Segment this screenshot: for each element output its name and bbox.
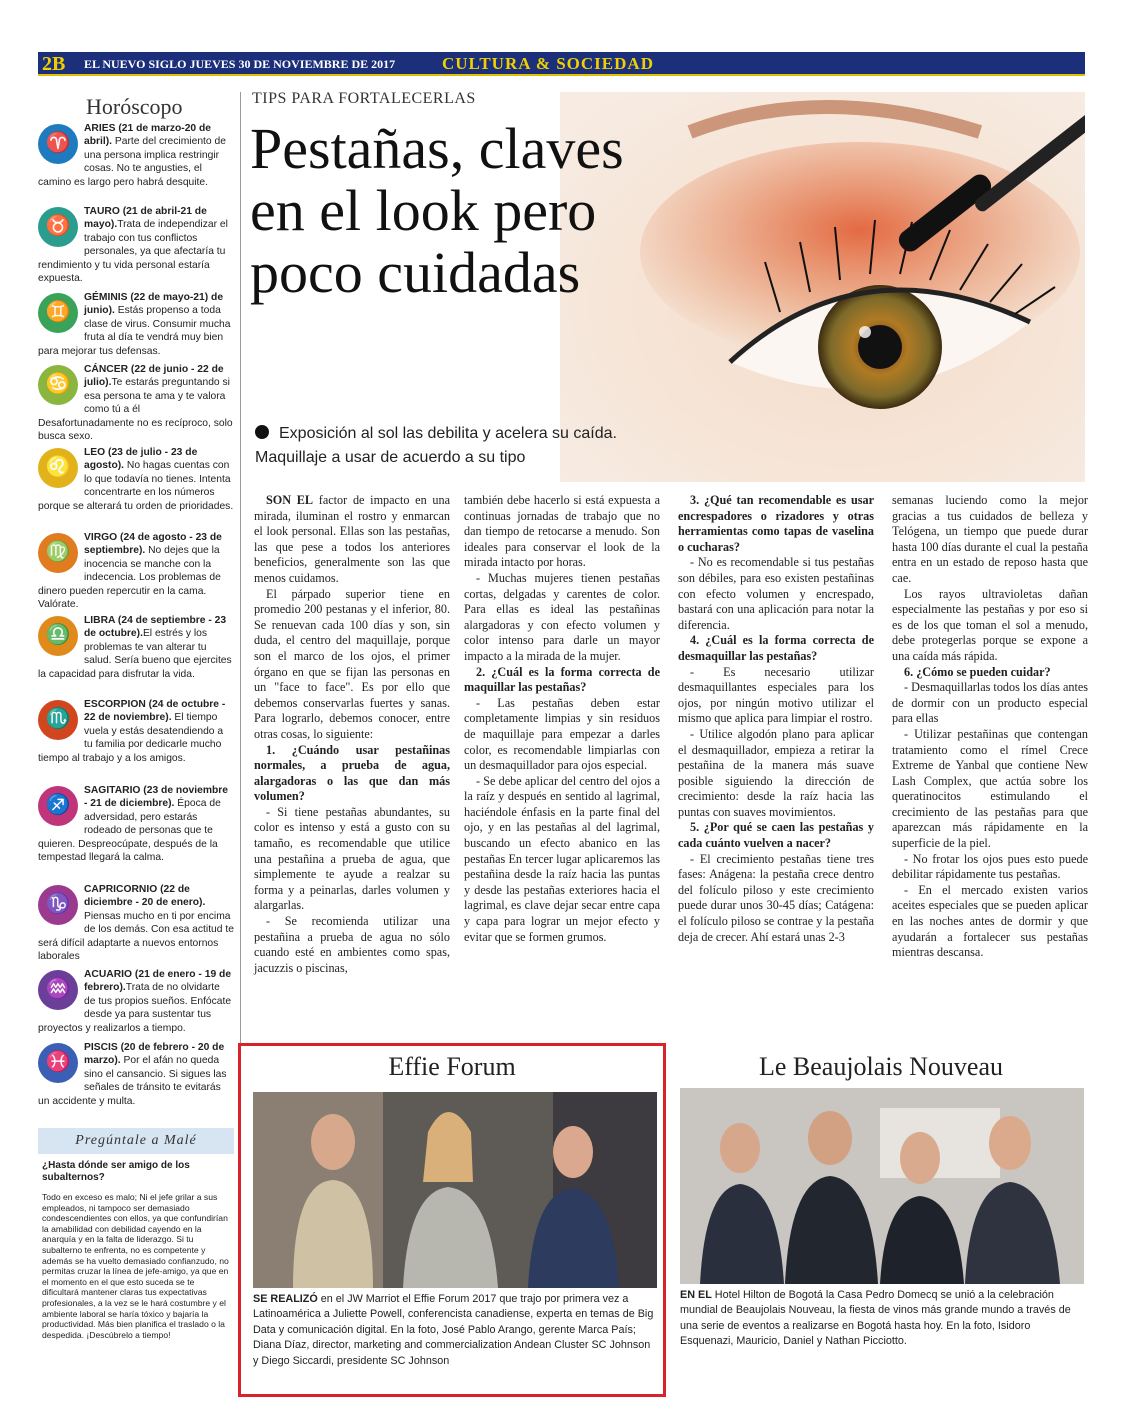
horoscope-sign [38, 1041, 234, 1108]
horoscope-sign [38, 122, 234, 189]
cancer-icon: ♋ [38, 365, 78, 405]
article-paragraph: - No frotar los ojos pues esto puede debilitar rápidamente tus pestañas. [892, 851, 1088, 882]
pisces-icon: ♓ [38, 1043, 78, 1083]
article-paragraph: - En el mercado existen varios aceites especiales que se pueden aplicar en las noches antes de dormir y que ayudarán a fortalecer sus pestañas mientras descansa. [892, 882, 1088, 960]
article-subheading: 3. ¿Qué tan recomendable es usar encrespadores o rizadores y otras herramientas como tapas de vaselina o cucharas? [678, 493, 874, 554]
effie-forum-title: Effie Forum [388, 1052, 516, 1081]
article-subheading: 1. ¿Cuándo usar pestañinas normales, a prueba de agua, alargadoras o las que dan más volumen? [254, 742, 450, 804]
sign-name: PISCIS (20 de febrero - 20 de marzo). [84, 1042, 225, 1067]
horoscope-sign [38, 531, 234, 611]
leo-icon: ♌ [38, 448, 78, 488]
virgo-icon: ♍ [38, 533, 78, 573]
article-paragraph: - Si tiene pestañas abundantes, su color es intenso y está a gusto con su tamaño, es recomendable que utilice una pestañina a prueba de agua, que simplemente te ayude a realzar su forma y a peinarlas, darles volumen y alargarlas. [254, 804, 450, 913]
article-deck [255, 422, 695, 470]
capricorn-icon: ♑ [38, 885, 78, 925]
article-paragraph: - Se debe aplicar del centro del ojos a la raíz y después en sentido al lagrimal, haciéndole énfasis en la parte final del ojo, y en las pestañas al del lagrimal, buscando un efecto abanico en las pestañas En tercer lugar aplicaremos las pestañina desde la raíz hacia las puntas y desde las pestañas exteriores hacia el lagrimal, es clave dejar secar entre capa y capa para lograr un mejor efecto y evitar que se formen grumos. [464, 773, 660, 944]
effie-caption-lead: SE REALIZÓ [253, 1293, 318, 1305]
ask-question: ¿Hasta dónde ser amigo de los subalternos? [42, 1160, 190, 1183]
horoscope-sign [38, 363, 234, 443]
article-lead-text: factor de impacto en una mirada, iluminan el rostro y enmarcan el look personal. Ellas son las pestañas, las que pese a todos los anteriores beneficios, generalmente son las que menos cuidamos. [254, 493, 450, 585]
libra-icon: ♎ [38, 616, 78, 656]
article-headline: Pestañas, claves en el look pero poco cuidadas [250, 116, 624, 306]
sign-text: Parte del crecimiento de una persona implica restringir cosas. No te angusties, el camino es largo pero habrá desquite. [38, 136, 226, 188]
horoscope-sign [38, 698, 234, 765]
horoscope-sign [38, 614, 234, 681]
horoscope-sign [38, 883, 234, 963]
sign-text: Por el afán no queda sino el cansancio. Si sigues las señales de tránsito te evitarás un accidente y multa. [38, 1055, 227, 1107]
beaujolais-photo [680, 1088, 1084, 1284]
horoscope-sign [38, 446, 234, 513]
page-number: 2B [42, 53, 66, 75]
sign-name: LIBRA (24 de septiembre - 23 de octubre). [84, 615, 227, 640]
sagittarius-icon: ♐ [38, 786, 78, 826]
sign-name: TAURO (21 de abril-21 de mayo). [84, 206, 207, 231]
page-header [38, 52, 1085, 76]
column-divider [240, 92, 241, 1142]
article-paragraph: semanas luciendo como la mejor gracias a tus cuidados de belleza y Telógena, un tiempo que puede durar hasta 100 días durante el cual la pestaña entra en un estado de reposo hasta que cae. [892, 493, 1088, 585]
article-paragraph: El párpado superior tiene en promedio 200 pestanas y el inferior, 80. Se renuevan cada 100 días y son, sin duda, el centro del maquillaje, porque son el marco de los ojos, el primer órgano en que se fijan las personas en un "face to face". Es por ello que debemos conservarlas fuertes y sanas. Para lograrlo, debemos conocer, entre otras cosas, lo siguiente: [254, 586, 450, 741]
sign-text: No hagas cuentas con lo que todavía no tienes. Intenta concentrarte en los números porque se alterará tu orden de prioridades. [38, 460, 234, 512]
beaujolais-title: Le Beaujolais Nouveau [758, 1052, 1004, 1081]
sign-text: Estás propenso a toda clase de virus. Consumir mucha fruta al día te vendrá muy bien para mejorar tus defensas. [38, 305, 231, 357]
scorpio-icon: ♏ [38, 700, 78, 740]
ask-male-title: Pregúntale a Malé [38, 1128, 234, 1154]
sign-name: ARIES (21 de marzo-20 de abril). [84, 123, 212, 148]
article-paragraph: - Se recomienda utilizar una pestañina a prueba de agua no sólo cuando esté en ambientes como spas, jacuzzis o piscinas, [254, 914, 450, 975]
section-title: CULTURA & SOCIEDAD [442, 54, 654, 73]
article-column-2 [464, 493, 660, 945]
effie-forum-photo [253, 1092, 657, 1288]
taurus-icon: ♉ [38, 207, 78, 247]
article-paragraph: - No es recomendable si tus pestañas son débiles, para eso existen pestañinas con efecto volumen y encrespado, bastará con una aplicación para notar la diferencia. [678, 555, 874, 632]
article-subheading: 5. ¿Por qué se caen las pestañas y cada cuánto vuelven a nacer? [678, 820, 874, 851]
sign-text: El tiempo vuela y estás desatendiendo a tu familia por dedicarle mucho tiempo al trabajo y a los amigos. [38, 712, 224, 764]
beaujolais-caption-lead: EN EL [680, 1289, 712, 1301]
horoscope-sign [38, 784, 234, 864]
article-paragraph: - Desmaquillarlas todos los días antes de dormir con un producto especial para ellas [892, 680, 1088, 726]
article-paragraph: - El crecimiento pestañas tiene tres fases: Anágena: la pestaña crece dentro del folículo piloso y este crecimiento puede durar unos 30-45 días; Catágena: el folículo piloso se contrae y la pestaña deja de crecer. Ahí estará unas 2-3 [678, 851, 874, 944]
ask-male-box [42, 1160, 232, 1340]
horoscope-sign [38, 291, 234, 358]
effie-forum-caption [253, 1292, 657, 1369]
article-lead: SON EL [266, 493, 314, 507]
sign-text: Piensas mucho en ti por encima de los demás. Con esa actitud te será difícil adaptarte a nuevos entornos laborales [38, 910, 234, 963]
article-paragraph: - Muchas mujeres tienen pestañas cortas, delgadas y carentes de color. Para ellas es ideal las pestañinas alargadoras y con efecto volumen y color intenso para darle un mayor impacto a la mirada de la mujer. [464, 570, 660, 663]
article-column-3 [678, 493, 874, 945]
aquarius-icon: ♒ [38, 970, 78, 1010]
article-kicker: TIPS PARA FORTALECERLAS [252, 90, 476, 107]
article-subheading: 6. ¿Cómo se pueden cuidar? [904, 664, 1051, 679]
article-paragraph: también debe hacerlo si está expuesta a continuas jornadas de trabajo que no dan tiempo de retocarse a menudo. Son ideales para conservar el look de la mirada intacto por horas. [464, 493, 660, 570]
beaujolais-box [676, 1046, 1086, 1396]
sign-name: CAPRICORNIO (22 de diciembre - 20 de enero). [84, 884, 206, 909]
beaujolais-caption [680, 1288, 1084, 1350]
article-paragraph: - Utilizar pestañinas que contengan tratamiento como el rímel Crece Extreme de Yanbal que contiene New Lash Complex, que actúa sobre los queratinocitos estimulando el crecimiento de las pestañas para que aparezcan más rápidamente en la superficie de la piel. [892, 726, 1088, 851]
horoscope-sign [38, 205, 234, 285]
beaujolais-caption-text: Hotel Hilton de Bogotá la Casa Pedro Domecq se unió a la celebración mundial de Beaujolais Nouveau, la fiesta de vinos más grande mundo a través de una serie de eventos a realizarse en Bogotá hasta hoy. En la foto, Isidoro Esquenazi, Mauricio, Daniel y Nathan Picciotto. [680, 1289, 1071, 1348]
aries-icon: ♈ [38, 124, 78, 164]
ask-answer: Todo en exceso es malo; Ni el jefe grilar a sus empleados, ni tampoco ser demasiado condescendientes con ellos, ya que confundirían la amabilidad con debilidad cayendo en la anarquía y en la falta de liderazgo. Si tu subalterno te enfrenta, no es competente y además se ha vuelto demasiado confianzudo, no permitas cruzar la línea de jefe-amigo, ya que en el momento en el que esto suceda se te dificultará mantener claras tus expectativas profesionales, a la vez se le hará costumbre y el ambiente laboral se haría tóxico y bajaría la productividad. Más bien planifica el traslado o la despedida. ¡Descúbrelo a tiempo! [42, 1192, 229, 1340]
newspaper-date: EL NUEVO SIGLO JUEVES 30 DE NOVIEMBRE DE 2017 [84, 57, 396, 71]
effie-caption-text: en el JW Marriot el Effie Forum 2017 que trajo por primera vez a Latinoamérica a Juliette Powell, conferencista canadiense, experta en temas de Big Data y comunicación digital. En la foto, José Pablo Arango, gerente Marca País; Diana Díaz, director, marketing and commercialization Andean Cluster SC Johnson y Diego Siccardi, presidente SC Johnson [253, 1293, 654, 1367]
sign-name: ESCORPION (24 de octubre - 22 de noviembre). [84, 699, 226, 724]
sign-name: ACUARIO (21 de enero - 19 de febrero). [84, 969, 232, 994]
article-paragraph: - Utilice algodón plano para aplicar el desmaquillador, empieza a retirar la pestañina de la manera más suave posible siguiendo la dirección de crecimiento: desde la raíz hacia las puntas con suaves movimientos. [678, 726, 874, 819]
deck-line-2: Maquillaje a usar de acuerdo a su tipo [255, 449, 526, 466]
sign-name: LEO (23 de julio - 23 de agosto). [84, 447, 198, 472]
article-subheading: 2. ¿Cuál es la forma correcta de maquillar las pestañas? [464, 664, 660, 695]
sign-text: Época de adversidad, pero estarás rodeado de personas que te quieren. Despreocúpate, después de la tempestad llegará la calma. [38, 798, 221, 864]
article-paragraph: Los rayos ultravioletas dañan especialmente las pestañas y por eso si es de los que toman el sol a menudo, debe protegerlas porque se expone a una caída más rápida. [892, 586, 1088, 663]
sign-name: SAGITARIO (23 de noviembre - 21 de diciembre). [84, 785, 228, 810]
effie-forum-box [238, 1043, 666, 1397]
deck-line-1: Exposición al sol las debilita y acelera su caída. [279, 425, 617, 442]
article-column-4 [892, 493, 1088, 961]
sign-name: VIRGO (24 de agosto - 23 de septiembre). [84, 532, 222, 557]
sign-text: Trata de no olvidarte de tus propios sueños. Enfócate desde ya para sustentar tus proyectos y realizarlos a tiempo. [38, 982, 232, 1034]
article-paragraph: - Las pestañas deben estar completamente limpias y sin residuos de maquillaje para empezar a darles color, es recomendable limpiarlas con un desmaquillador para ojos especial. [464, 695, 660, 773]
sign-text: No dejes que la inocencia se manche con la indecencia. Los problemas de dinero pueden repercutir en la cama. Valórate. [38, 545, 221, 611]
gemini-icon: ♊ [38, 293, 78, 333]
horoscope-title: Horóscopo [86, 94, 183, 119]
sign-name: CÁNCER (22 de junio - 22 de julio). [84, 364, 224, 389]
article-paragraph: - Es necesario utilizar desmaquillantes especiales para los ojos, por ningún motivo utilizar el mismo que aplica para limpiar el rostro. [678, 664, 874, 726]
article-paragraph [254, 493, 450, 587]
sign-text: Trata de independizar el trabajo con tus conflictos personales, ya que afectaría tu rendimiento y tu vida personal estaría expuesta. [38, 219, 228, 285]
article-column-1 [254, 493, 450, 976]
sign-name: GÉMINIS (22 de mayo-21) de junio). [84, 292, 224, 317]
sign-text: El estrés y los problemas te van alterar tu salud. Sería bueno que ejercites la capacidad para disfrutar la vida. [38, 628, 232, 680]
bullet-icon [255, 425, 269, 439]
horoscope-sign [38, 968, 234, 1035]
sign-text: Te estarás preguntando si esa persona te ama y te valora como tú a él Desafortunadamente no es recíproco, solo busca sexo. [38, 377, 233, 443]
article-subheading: 4. ¿Cuál es la forma correcta de desmaquillar las pestañas? [678, 633, 874, 663]
